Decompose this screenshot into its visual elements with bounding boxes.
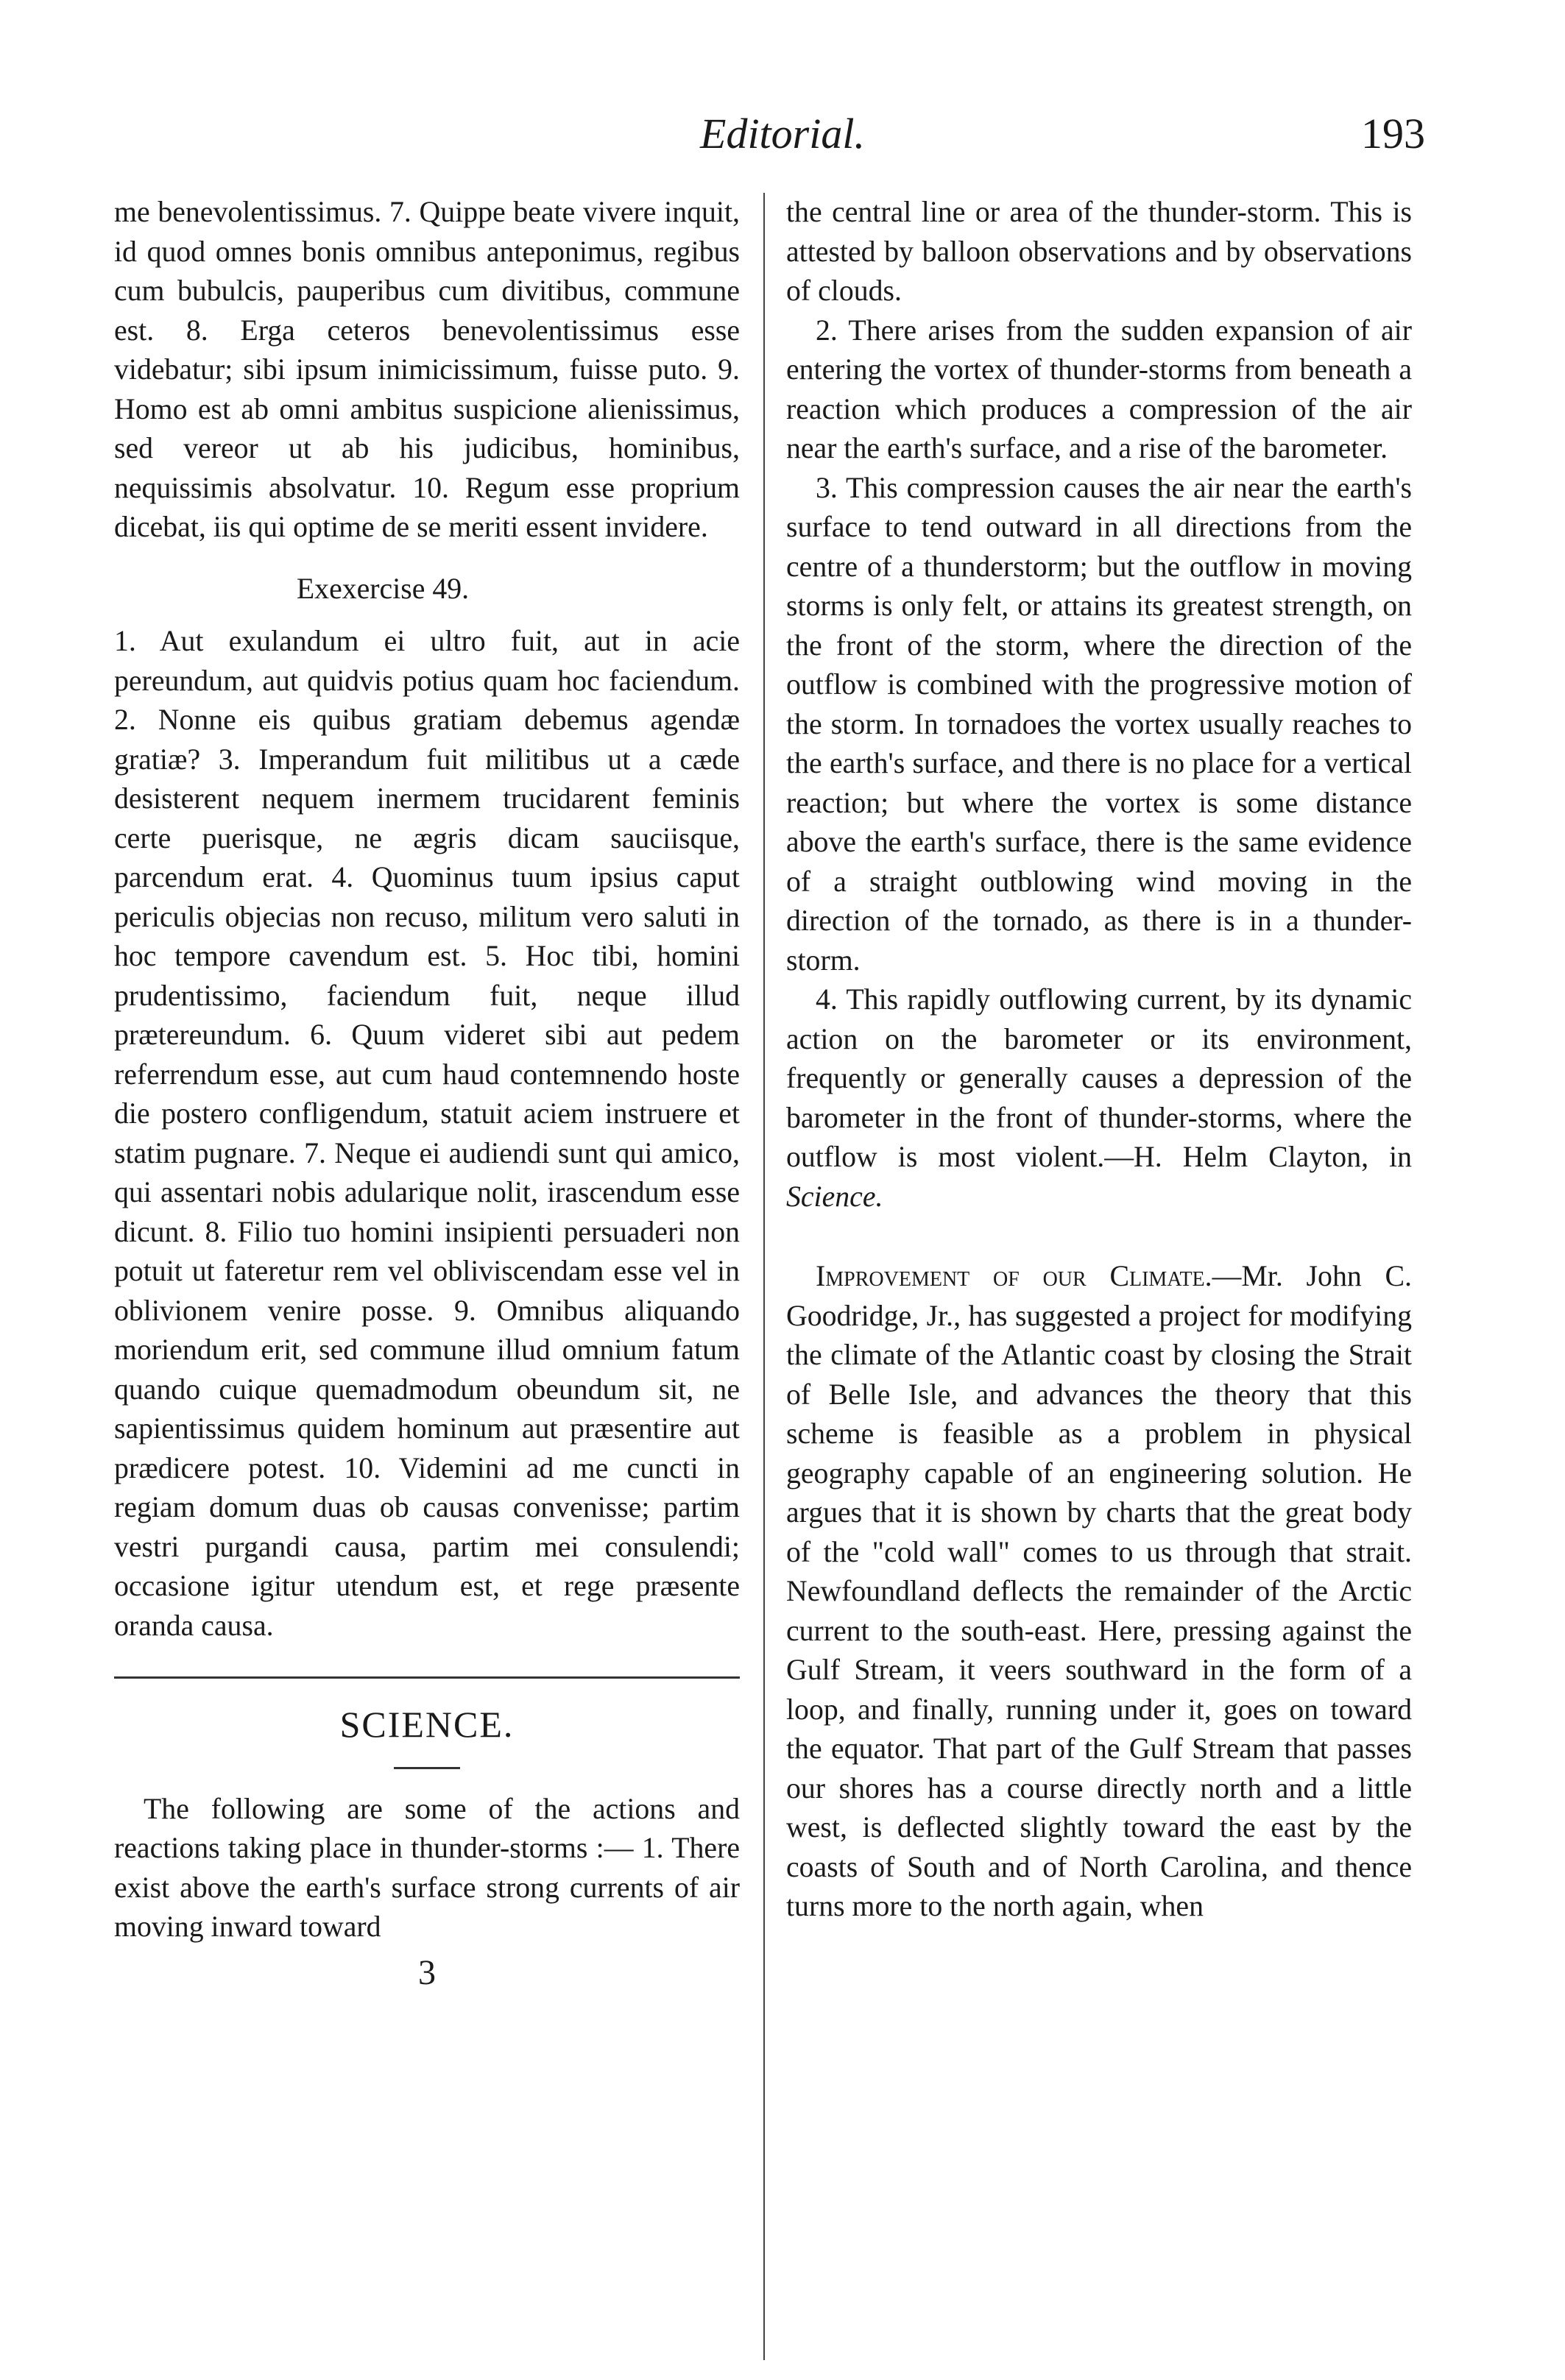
- right-column: [786, 193, 1412, 1927]
- column-divider: [763, 193, 765, 2360]
- science-intro-paragraph: The following are some of the actions and reactions taking place in thunder-storms :— 1. There exist above the earth's surface strong currents of air moving inward toward: [114, 1792, 740, 1943]
- thunderstorm-point-2: 2. There arises from the sudden expansion of air entering the vortex of thunder-storms from beneath a reaction which produces a compression of the air near the earth's surface, and a rise of the barometer.: [786, 314, 1412, 464]
- exercise-heading: Exexercise 49.: [296, 572, 470, 605]
- thunderstorm-point-4: 4. This rapidly outflowing current, by its dynamic action on the barometer or its environment, frequently or generally causes a depression of the barometer in the front of thunder-storms, where the outflow is most violent.—H. Helm Clayton, in Science.: [786, 983, 1412, 1213]
- article-heading: Improvement of our Climate.: [816, 1260, 1212, 1292]
- running-head: Editorial.: [700, 110, 865, 157]
- latin-paragraph-continued: me benevolentissimus. 7. Quippe beate vivere inquit, id quod omnes bonis omnibus anteponimus, regibus cum bubulcis, pauperibus cum divitibus, commune est. 8. Erga ceteros benevolentissimus esse videbatur; sibi ipsum inimicissimum, fuisse puto. 9. Homo est ab omni ambitus suspicione alienissimus, sed vereor ut ab his judicibus, hominibus, nequissimis absolvatur. 10. Regum esse proprium dicebat, iis qui optime de se meriti essent invidere.: [114, 196, 740, 543]
- thunderstorm-point-1-continued: the central line or area of the thunder-storm. This is attested by balloon observations and by observations of clouds.: [786, 196, 1412, 307]
- latin-exercise-paragraph: 1. Aut exulandum ei ultro fuit, aut in acie pereundum, aut quidvis potius quam hoc faciendum. 2. Nonne eis quibus gratiam debemus agendæ gratiæ? 3. Imperandum fuit militibus ut a cæde desisterent nequem inermem trucidarent feminis certe puerisque, ne ægris dicam sauciisque, parcendum erat. 4. Quominus tuum ipsius caput periculis objecias non recuso, militum vero saluti in hoc tempore cavendum est. 5. Hoc tibi, homini prudentissimo, faciendum fuit, neque illud prætereundum. 6. Quum videret sibi aut pedem referrendum esse, aut cum haud contemnendo hoste die postero confligendum, statuit aciem instruere et statim pugnare. 7. Neque ei audiendi sunt qui amico, qui assentari nobis adularique nolit, irascendum esse dicunt. 8. Filio tuo homini insipienti persuaderi non potuit ut fateretur rem vel obliviscendam esse vel in oblivionem venire posse. 9. Omnibus aliquando moriendum erit, sed commune illud omnium fatum quando cuique quemadmodum obeundum sit, ne sapientissimus quidem hominum aut præsentire aut prædicere potest. 10. Videmini ad me cuncti in regiam domum duas ob causas convenisse; partim vestri purgandi causa, partim mei consulendi; occasione igitur utendum est, et rege præsente oranda causa.: [114, 625, 740, 1642]
- signature-mark: 3: [418, 1952, 436, 1992]
- climate-article-paragraph: Improvement of our Climate.—Mr. John C. Goodridge, Jr., has suggested a project for modifying the climate of the Atlantic coast by closing the Strait of Belle Isle, and advances the theory that this scheme is feasible as a problem in physical geography capable of an engineering solution. He argues that it is shown by charts that the great body of the "cold wall" comes to us through that strait. Newfoundland deflects the remainder of the Arctic current to the south-east. Here, pressing against the Gulf Stream, it veers southward in the form of a loop, and finally, running under it, goes on toward the equator. That part of the Gulf Stream that passes our shores has a course directly north and a little west, is deflected slightly toward the east by the coasts of South and of North Carolina, and thence turns more to the north again, when: [786, 1260, 1412, 1922]
- section-rule: [114, 1676, 740, 1679]
- left-column: [114, 193, 740, 1992]
- section-title: SCIENCE.: [339, 1704, 515, 1745]
- thunderstorm-point-3: 3. This compression causes the air near the earth's surface to tend outward in all directions from the centre of a thunderstorm; but the outflow in moving storms is only felt, or attains its greatest strength, on the front of the storm, where the direction of the outflow is combined with the progressive motion of the storm. In tornadoes the vortex usually reaches to the earth's surface, and there is no place for a vertical reaction; but where the vortex is some distance above the earth's surface, there is the same evidence of a straight outblowing wind moving in the direction of the tornado, as there is in a thunder-storm.: [786, 471, 1412, 977]
- source-italic: Science.: [786, 1180, 883, 1213]
- short-rule: [394, 1767, 460, 1769]
- spacer: [786, 1216, 1412, 1257]
- page-number: 193: [1361, 110, 1425, 157]
